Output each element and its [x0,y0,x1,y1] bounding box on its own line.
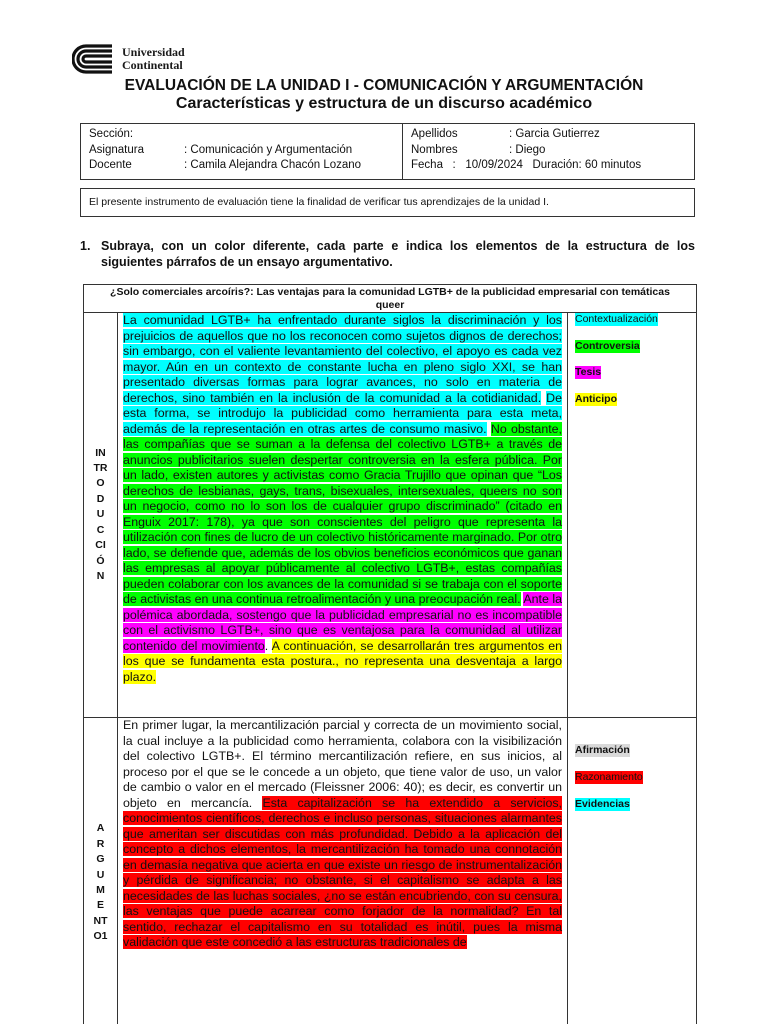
legend-afirmacion: Afirmación [575,744,630,756]
purpose-statement: El presente instrumento de evaluación tiene la finalidad de verificar tus aprendizajes de la unidad I. [80,188,695,217]
legend-evidencias: Evidencias [575,798,630,810]
legend-tesis: Tesis [575,366,602,378]
apellidos-label: Apellidos [411,128,458,140]
question-text: Subraya, con un color diferente, cada parte e indica los elementos de la estructura de los siguientes párrafos de un ensayo argumentativo. [101,239,695,269]
fecha-duracion: Fecha : 10/09/2024 Duración: 60 minutos [411,159,642,171]
logo-line1: Universidad [122,45,185,59]
university-logo [72,42,185,76]
controversia-text: No obstante, las compañías que se suman a la defensa del colectivo LGTB+ a través de anuncios publicitarios suelen despertar controversia en la esfera pública. Por un lado, existen autores y activistas como Gracia Trujillo que opinan que “Los derechos de lesbianas, gays, trans, bisexuales, intersexuales, queers no son un negocio, como no lo son los de cualquier grupo discriminado” (citado en Enguix 2017: 178), ya que son conscientes del peligro que representa la utilización con fines de lucro de un colectivo históricamente marginado. Por otro lado, se defiende que, además de los obvios beneficios económicos que ganan las empresas al apoyar públicamente al colectivo LGTB+, estas compañías pueden colaborar con los avances de la comunidad si se trabaja con el soporte de activistas en una continua retroalimentación y una preocupación real. [123,421,562,606]
contextualizacion-text-2: De esta forma, se introdujo la publicidad como herramienta para esta meta, además de la representación en otras artes de consumo masivo. [123,390,562,436]
student-info-box [80,123,695,180]
asignatura-value: : Comunicación y Argumentación [184,143,353,156]
seccion-label: Sección: [89,128,134,140]
nombres-value: : Diego [509,143,546,156]
docente-label: Docente [89,159,132,171]
tesis-end: . [264,638,269,653]
legend-contextualizacion: Contextualización [575,313,658,325]
contextualizacion-text: La comunidad LGTB+ ha enfrentado durante siglos la discriminación y los prejuicios de aquellos que no los reconocen como sujetos dignos de derechos; sin embargo, con el valiente levantamiento del colectivo, el apoyo es cada vez mayor. Aún en un contexto de constante lucha en pleno siglo XXI, se han presentado diversas formas para lograr avances, no solo en materia de derechos, sino también en la inclusión de la comunidad a la cotidianidad. [123,313,562,405]
legend-razonamiento: Razonamiento [575,771,643,783]
page-title: EVALUACIÓN DE LA UNIDAD I - COMUNICACIÓN Y ARGUMENTACIÓN [124,77,644,94]
arg1-vertical-label [84,718,118,1024]
arg1-legend [568,718,696,1024]
arg1-paragraph[interactable] [118,718,568,1024]
essay-table [83,284,697,1024]
intro-section [84,313,696,718]
question-number: 1. [80,239,91,253]
afirmacion-text: En primer lugar, la mercantilización parcial y correcta de un movimiento social, la cual incluye a la publicidad como herramienta, colabora con la visibilización del colectivo LGTB+. El término mercantilización refiere, en sus inicios, al proceso por el que se le concede a un objeto, que tiene valor de uso, un valor de cambio o valor en el mercado (Fleissner 2006: 40); es decir, es convertir un objeto en mercancía. [123,718,562,810]
question-1 [80,238,695,270]
essay-title: ¿Solo comerciales arcoíris?: Las ventajas para la comunidad LGTB+ de la publicidad empresarial con temáticas queer [84,285,696,313]
arg1-label: ARGUMENTO1 [93,822,108,943]
asignatura-label: Asignatura [89,143,144,156]
student-info [403,124,694,179]
anticipo-text: A continuación, se desarrollarán tres argumentos en los que se fundamenta esta postura., no representa una desventaja a largo plazo. [123,638,563,684]
intro-vertical-label [84,313,118,717]
legend-anticipo: Anticipo [575,393,617,405]
apellidos-value: : Garcia Gutierrez [509,128,600,140]
intro-legend [568,313,696,717]
argument-1-section [84,718,696,1024]
intro-label: INTRODUCCIÓN [93,446,108,582]
university-continental-logo-icon [72,42,116,76]
tesis-text: Ante la polémica abordada, sostengo que la publicidad empresarial no es incompatible con el activismo LGTB+, sino que es ventajosa para la comunidad al utilizar contenido del movimiento [123,592,563,653]
page-subtitle: Características y estructura de un discurso académico [175,95,593,112]
course-info [81,124,403,179]
intro-paragraph[interactable] [118,313,568,717]
docente-value: : Camila Alejandra Chacón Lozano [184,159,362,171]
razonamiento-text: Esta capitalización se ha extendido a servicios, conocimientos científicos, derechos e incluso personas, situaciones alarmantes que ameritan ser discutidas con más profundidad. Debido a la aplicación del concepto a dichos elementos, la mercantilización ha tomado una connotación en demasía negativa que acierta en que existe un riesgo de instrumentalización y pérdida de significancia; no obstante, si el capitalismo se adapta a las necesidades de las luchas sociales, ¿no se están encubriendo, con su censura, las ventajas que puede acarrear como forjador de la normalidad? En tal sentido, rechazar el capitalismo en su totalidad es inútil, pues la misma validación que este concedió a las estructuras tradicionales de [123,795,562,949]
legend-controversia: Controversia [575,340,640,352]
nombres-label: Nombres [411,143,458,156]
logo-text [122,46,185,72]
logo-line2: Continental [122,58,183,72]
